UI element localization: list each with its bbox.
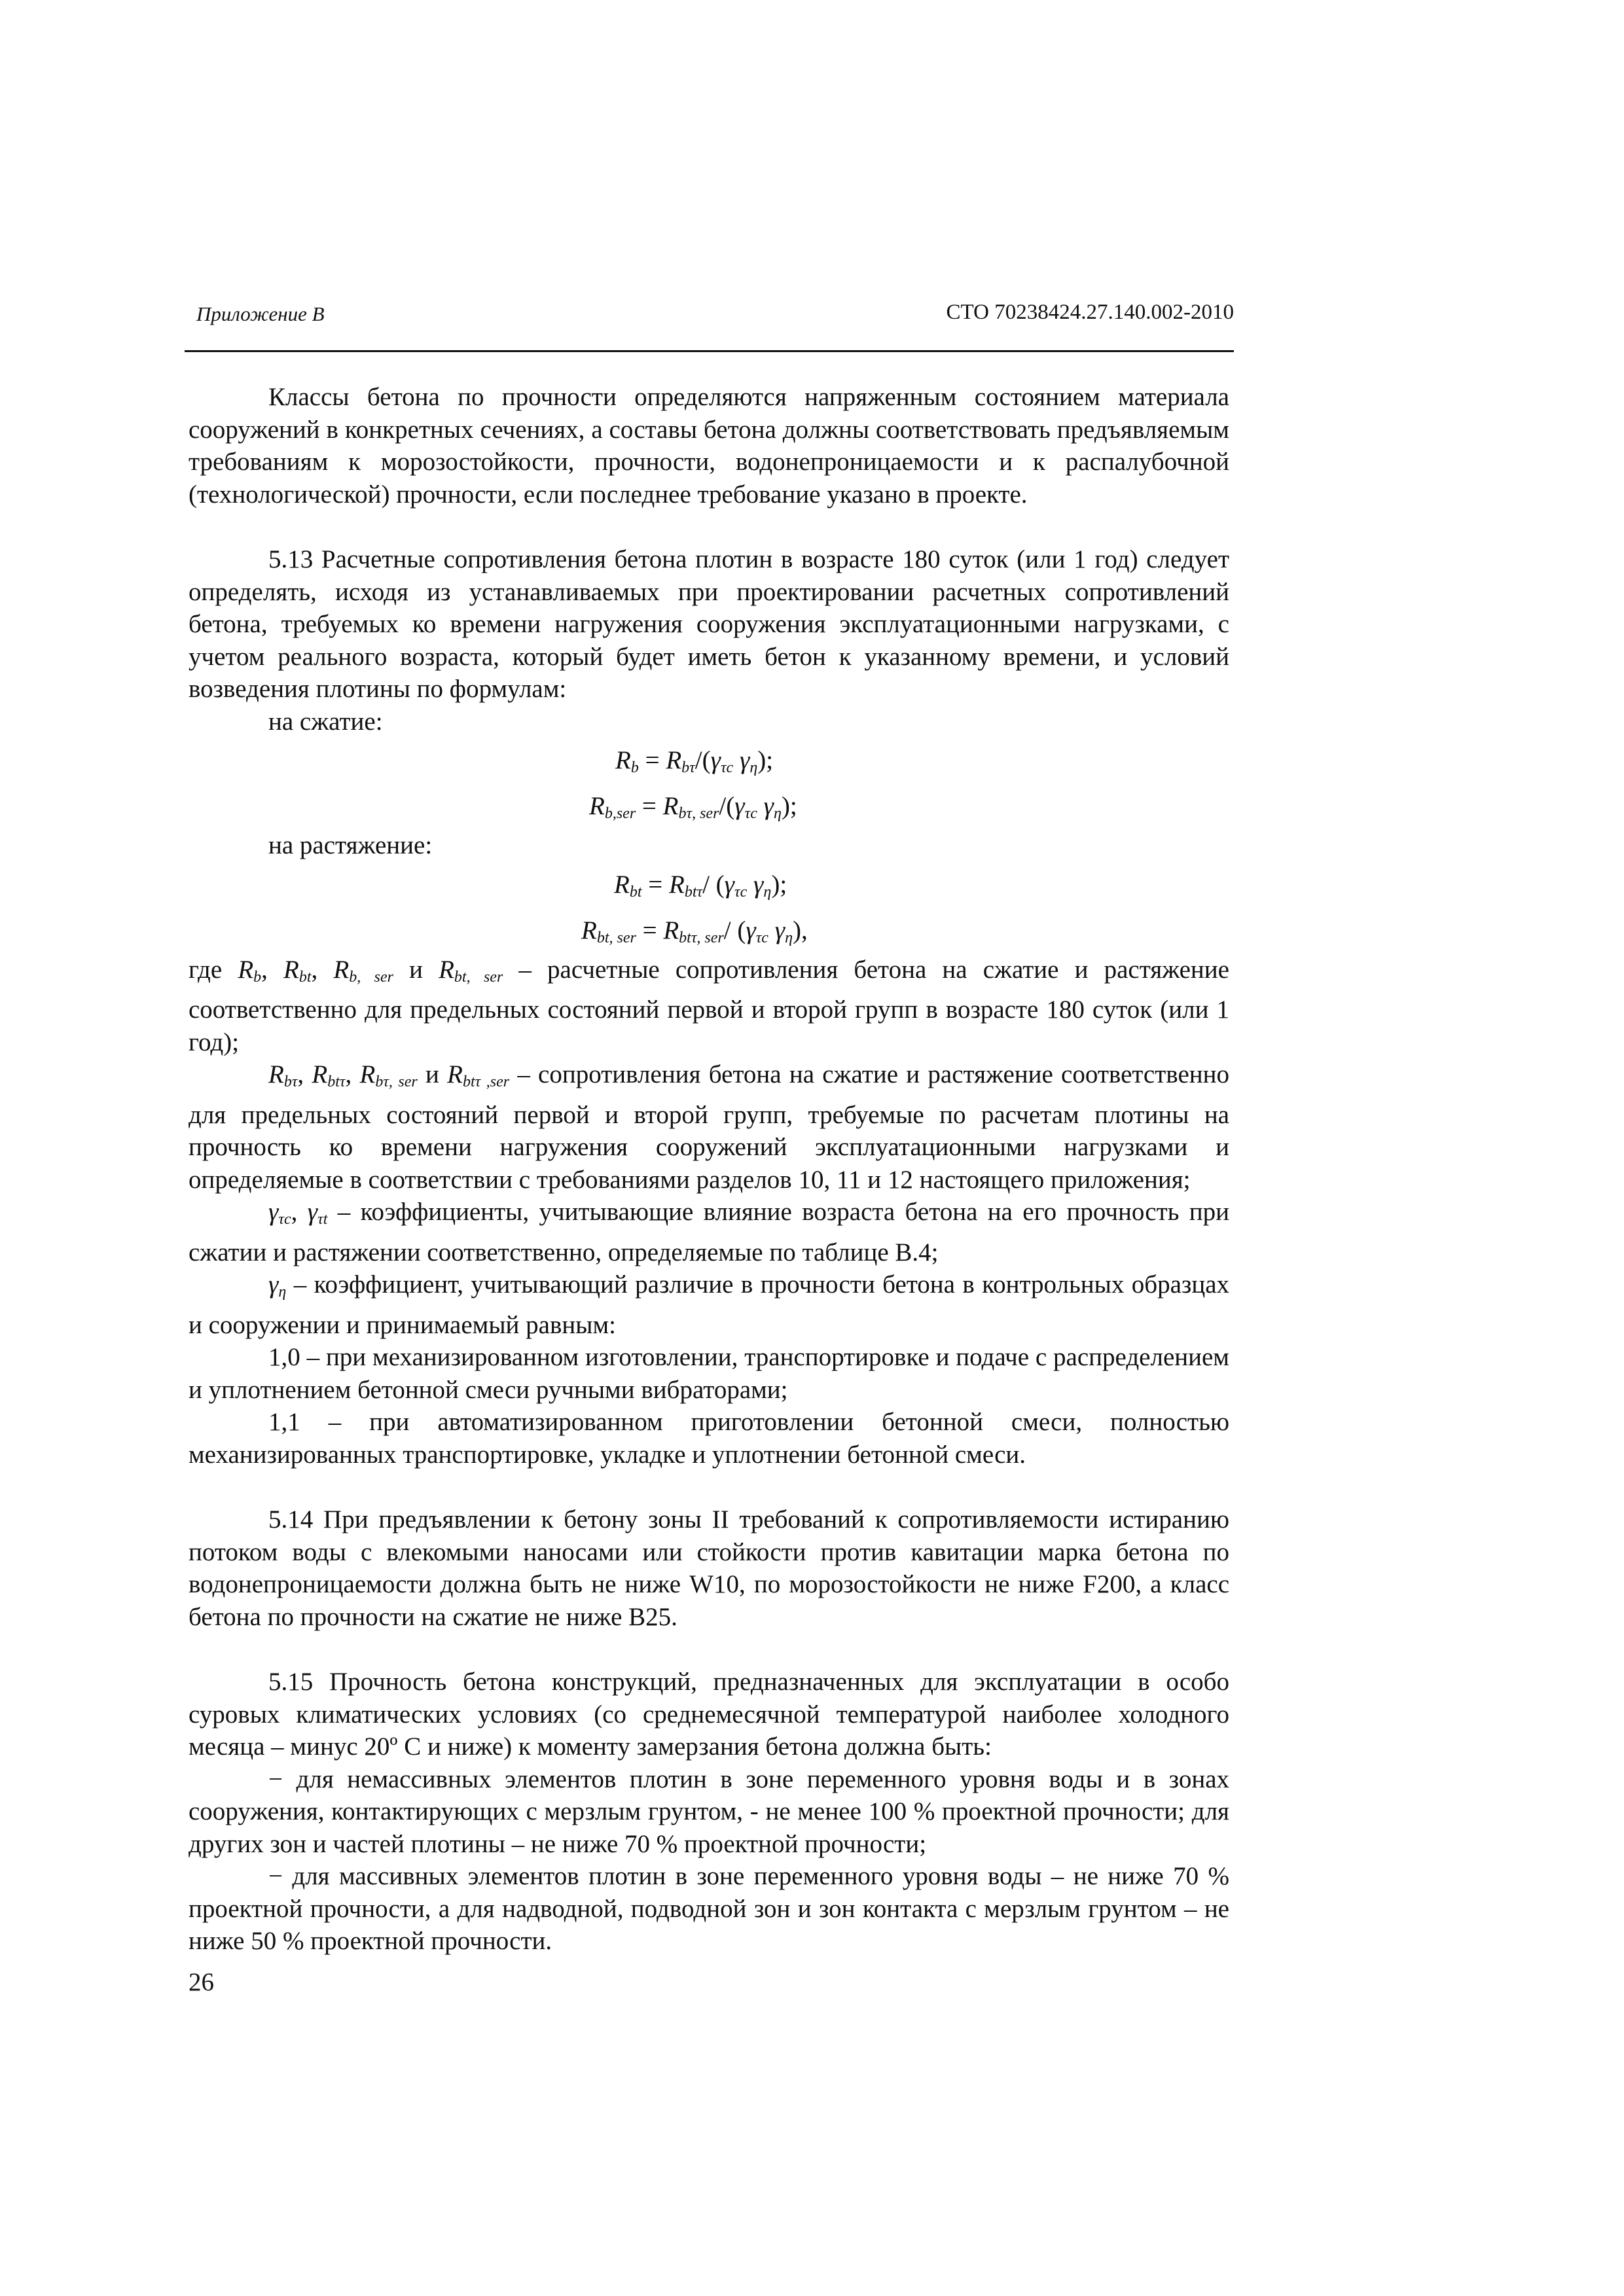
tension-label: на растяжение:	[268, 831, 433, 859]
paragraph-5-13: 5.13 Расчетные сопротивления бетона плотин в возрасте 180 суток (или 1 год) следует определять, исходя из устанавливаемых при проектировании расчетных сопротивлений бетона, требуемых ко времени нагружения сооружения эксплуатационными нагрузками, с учетом реального возраста, который будет иметь бетон к указанному времени, и условий возведения плотины по формулам:	[189, 545, 1229, 703]
formula-rbt-ser: $R_{bt, ser} = R_{bt\tau, ser}/$ ($\gamma_{\tau c}$ $\gamma_\eta$),	[581, 916, 808, 946]
paragraph-gap	[189, 1471, 1229, 1503]
paragraph-gap	[189, 511, 1229, 543]
list-item-1-1: 1,1 – при автоматизированном приготовлении бетонной смеси, полностью механизированных транспортировке, укладке и уплотнении бетонной смеси.	[189, 1408, 1229, 1469]
header-standard-number: СТО 70238424.27.140.002-2010	[946, 300, 1234, 324]
paragraph-where-definitions: где $R_b$, $R_{bt}$, $R_{b, ser}$ и $R_{bt, ser}$ – расчетные сопротивления бетона на сжатие и растяжение соответственно для предельных состояний первой и второй групп в возрасте 180 суток (или 1 год);	[189, 955, 1229, 1056]
formula-rb-ser: $R_{b,ser} = R_{b\tau, ser}/(\gamma_{\tau c}$ $\gamma_\eta$);	[589, 792, 797, 822]
paragraph-required-resistances: $R_{b\tau}$, $R_{bt\tau}$, $R_{b\tau, ser}$ и $R_{bt\tau ,ser}$ – сопротивления бетона на сжатие и растяжение соответственно для предельных состояний первой и второй групп, требуемые по расчетам плотины на прочность ко времени нагружения сооружений эксплуатационными нагрузками и определяемые в соответствии с требованиями разделов 10, 11 и 12 настоящего приложения;	[189, 1060, 1230, 1194]
paragraph-age-coefficients: $\gamma_{\tau c}$, $\gamma_{\tau t}$ – коэффициенты, учитывающие влияние возраста бетона на его прочность при сжатии и растяжении соответственно, определяемые по таблице В.4;	[189, 1198, 1230, 1266]
paragraph-5-15: 5.15 Прочность бетона конструкций, предназначенных для эксплуатации в особо суровых климатических условиях (со среднемесячной температурой наиболее холодного месяца – минус 20º С и ниже) к моменту замерзания бетона должна быть:	[189, 1668, 1229, 1761]
compression-label: на сжатие:	[268, 707, 383, 736]
paragraph-concrete-classes: Классы бетона по прочности определяются напряженным состоянием материала сооружений в конкретных сечениях, а составы бетона должны соответствовать предъявляемым требованиям к морозостойкости, прочности, водонепроницаемости и к распалубочной (технологической) прочности, если последнее требование указано в проекте.	[189, 383, 1229, 509]
formula-rb: $R_b = R_{b\tau}/(\gamma_{\tau c}$ $\gamma_\eta$);	[615, 746, 774, 776]
paragraph-5-14: 5.14 При предъявлении к бетону зоны II требований к сопротивляемости истиранию потоком воды с влекомыми наносами или стойкости против кавитации марка бетона по водонепроницаемости должна быть не ниже W10, по морозостойкости не ниже F200, а класс бетона по прочности на сжатие не ниже В25.	[189, 1505, 1229, 1631]
page-number: 26	[189, 1968, 214, 1996]
list-item-1-0: 1,0 – при механизированном изготовлении, транспортировке и подаче с распределением и уплотнением бетонной смеси ручными вибраторами;	[189, 1343, 1229, 1404]
paragraph-gap	[189, 1633, 1229, 1666]
paragraph-eta-coefficient: $\gamma_\eta$ – коэффициент, учитывающий различие в прочности бетона в контрольных образцах и сооружении и принимаемый равным:	[189, 1270, 1230, 1339]
list-item-non-massive: − для немассивных элементов плотин в зоне переменного уровня воды и в зонах сооружения, контактирующих с мерзлым грунтом, - не менее 100 % проектной прочности; для других зон и частей плотины – не ниже 70 % проектной прочности;	[189, 1765, 1229, 1858]
formula-rbt: $R_{bt} = R_{bt\tau}/$ ($\gamma_{\tau c}$ $\gamma_\eta$);	[614, 870, 787, 901]
header-appendix-label: Приложение В	[196, 302, 325, 325]
header-rule	[185, 350, 1234, 352]
body-text	[189, 381, 1229, 1958]
list-item-massive: − для массивных элементов плотин в зоне переменного уровня воды – не ниже 70 % проектной прочности, а для надводной, подводной зон и зон контакта с мерзлым грунтом – не ниже 50 % проектной прочности.	[189, 1862, 1229, 1955]
